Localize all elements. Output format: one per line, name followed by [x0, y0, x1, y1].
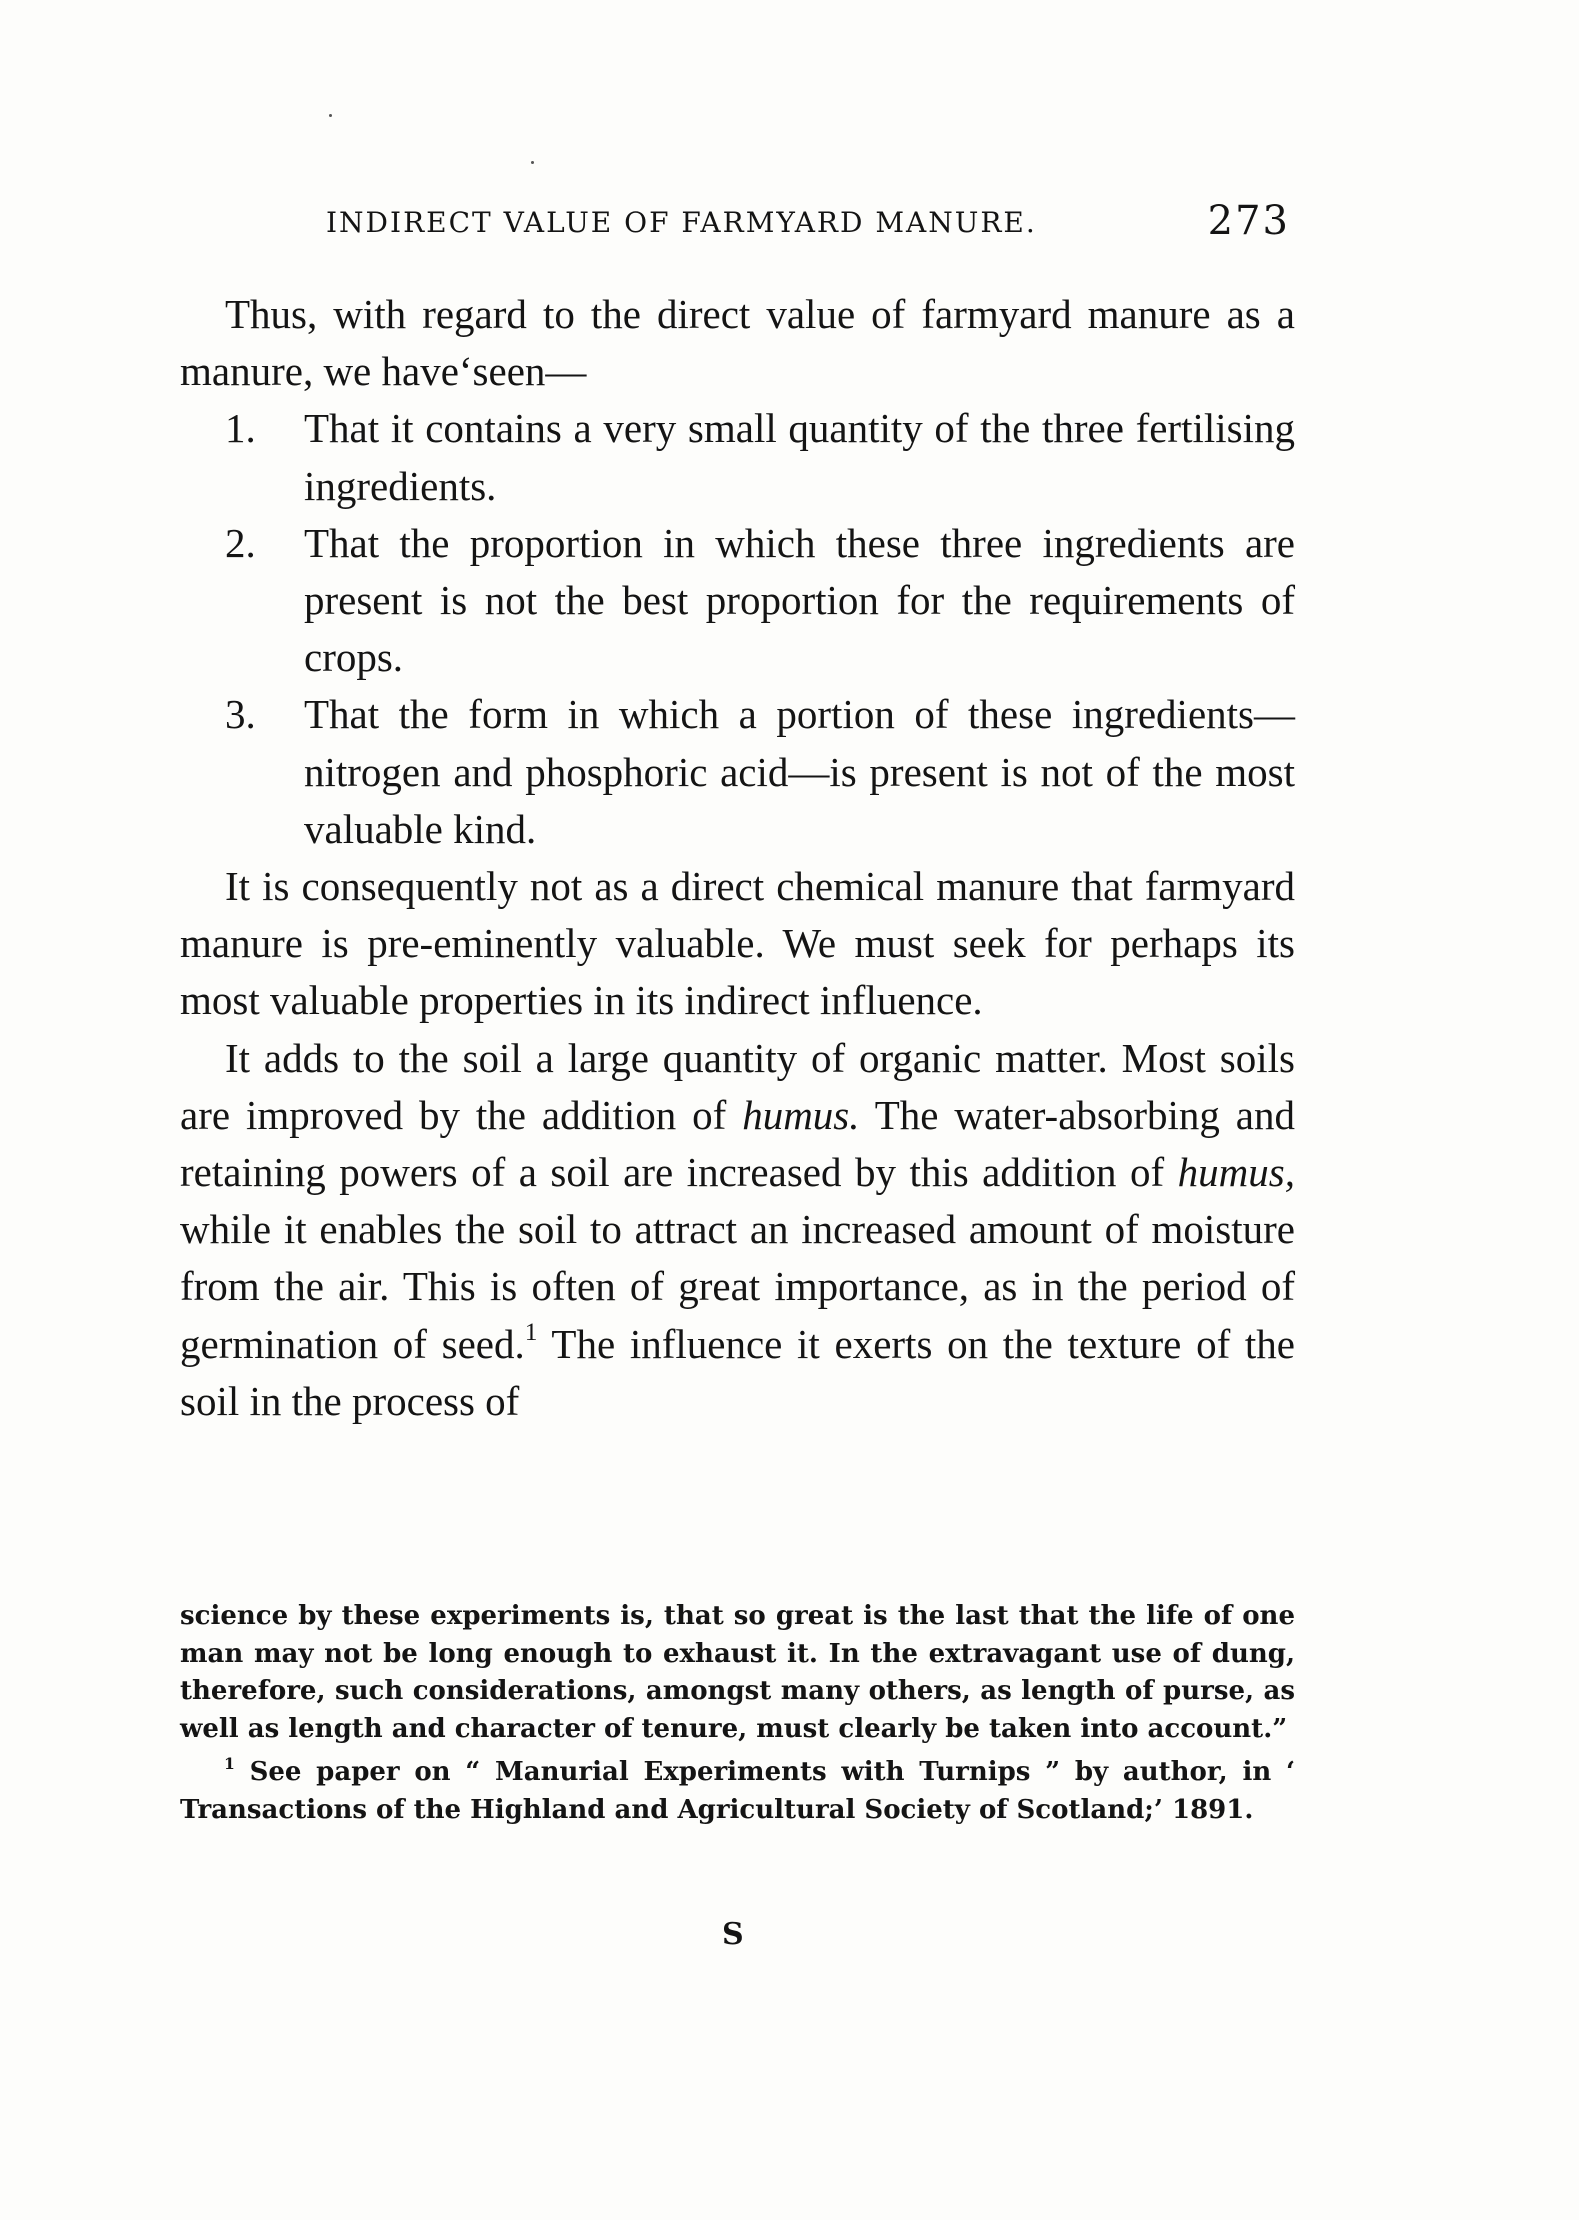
list-item-number: 1.	[225, 405, 256, 452]
list-item	[180, 686, 1295, 858]
footnote-text: See paper on “ Manurial Experiments with Turnips ” by author, in ‘ Transactions of the Highland and Agricultural Society of Scotland;’ 1891.	[180, 1757, 1295, 1825]
italic-humus: humus,	[1177, 1149, 1295, 1196]
text-run: The water-absorbing and retaining powers of a soil are increased by this addition of	[180, 1091, 1296, 1196]
list-item	[180, 400, 1295, 514]
footnote-reference: 1	[524, 1317, 538, 1346]
running-head: INDIRECT VALUE OF FARMYARD MANURE.	[326, 206, 1037, 239]
footnote-continuation: science by these experiments is, that so great is the last that the life of one man may not be long enough to exhaust it. In the extravagant use of dung, therefore, such considerations, amongst many others, as length of purse, as well as length and character of tenure, must clearly be taken into account.”	[180, 1601, 1295, 1744]
print-speck	[329, 114, 332, 117]
print-speck	[531, 161, 534, 164]
body-text	[180, 286, 1295, 1430]
intro-paragraph: Thus, with regard to the direct value of farmyard manure as a manure, we have‘seen—	[180, 291, 1295, 395]
list-item	[180, 515, 1295, 687]
footnotes	[180, 1598, 1295, 1830]
footnote-1	[180, 1754, 1295, 1829]
text-run: It adds to the soil a large quantity of organic matter. Most soils are improved by the addition of	[180, 1034, 1295, 1138]
list-item-number: 2.	[225, 519, 256, 566]
page-number: 273	[1207, 198, 1290, 244]
footnote-marker: 1	[224, 1754, 235, 1774]
list-item-text: That it contains a very small quantity of the three fertilising ingredients.	[304, 405, 1295, 509]
page-header	[326, 196, 1290, 256]
paragraph-indirect-value: It is consequently not as a direct chemical manure that farmyard manure is pre-eminently valuable. We must seek for perhaps its most valuable properties in its indirect influence.	[180, 863, 1295, 1024]
paragraph-organic-matter	[180, 1030, 1295, 1430]
list-item-text: That the form in which a portion of these ingredients—nitrogen and phosphoric acid—is present is not of the most valuable kind.	[304, 691, 1295, 852]
list-item-number: 3.	[225, 691, 256, 738]
text-run: while it enables the soil to attract an increased amount of moisture from the air. This is often of great importance, as in the period of germination of seed.	[180, 1206, 1295, 1367]
italic-humus: humus.	[742, 1091, 860, 1138]
list-item-text: That the proportion in which these three ingredients are present is not the best proportion for the requirements of crops.	[304, 519, 1295, 681]
findings-list	[180, 400, 1295, 858]
signature-mark: S	[722, 1917, 744, 1952]
text-run: The influence it exerts on the texture of the soil in the process of	[180, 1320, 1295, 1424]
